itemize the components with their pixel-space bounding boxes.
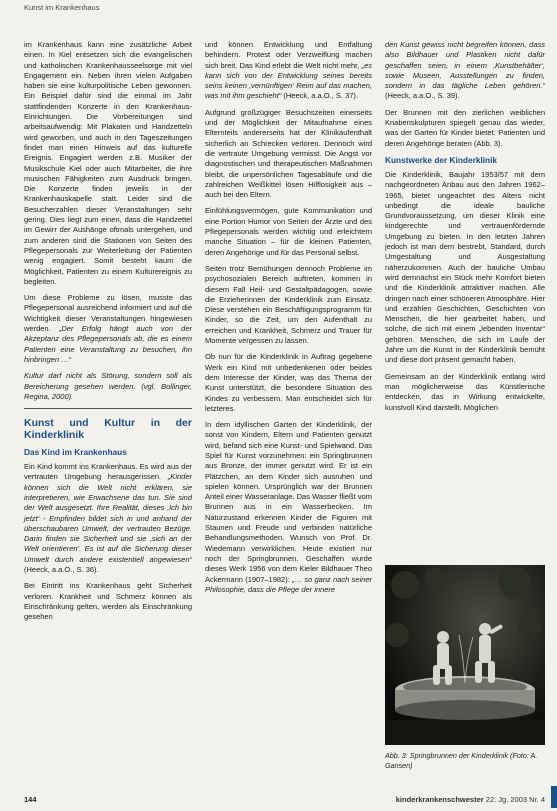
fountain-photo-icon <box>385 565 545 745</box>
quote: „Der Erfolg hängt auch von der Akzeptanz des Pflegepersonals ab, die es einem Patienten eine Veranstaltung zu besuchen, ihn hinbringen …“ <box>24 324 192 364</box>
page-footer <box>24 795 545 807</box>
paragraph-text: In dem idyllischen Garten der Kinderklinik, der sonst von Kindern, Eltern und Patienten genutzt wird, befand sich eine Kunst- und Spielwand. Das Spiel für Kunst vorzunehmen: ein Springbrunnen aus Bronze, der immer genutzt wird. Er ist ein Plätzchen, an dem Kinder sich ausruhen und spielen können. Ursprünglich war der Brunnen Anteil einer Wasseranlage. Das Wasser fließt vom Brunnen aus in ein Wasserbecken. Im Naturzustand erkennen Kinder die Figuren mit Staunen und Freude und verbinden natürliche Behandlungsmethoden. Wunsch von Prof. Dr. Wiedemann verwirklichen. Heute existiert nur noch der Springbrunnen. Geschaffen wurde dieses Werk 1956 von dem Kieler Bildhauer Theo Ackermann (1907–1982): <box>205 420 372 584</box>
page-edge-tab <box>551 786 557 808</box>
paragraph: Aufgrund großzügiger Besuchszeiten einerseits und der Möglichkeit der Mitaufnahme eines Elternteils andererseits hat der Klinikaufenthalt sicherlich an Schrecken verloren. Dennoch wird die vertraute Umgebung vermisst. Die Angst vor diagnostischen und therapeutischen Maßnahmen bleibt, die unpersönlichen Tagesabläufe und die zahlreichen Weißkittel lösen Hilflosigkeit aus – auch bei den Eltern. <box>205 107 372 200</box>
paragraph: Gemeinsam an der Kinderklinik entlang wird man möglicherweise das Künstlerische entdecken, das in Wirkung entwickelte, kunstvoll Kind darstellt. Möglichen <box>385 371 545 412</box>
column-1 <box>24 40 192 629</box>
paragraph <box>205 420 372 595</box>
paragraph: Seiten trotz Bemühungen dennoch Probleme im psychosozialen Bereich auftreten, kommen in diesem Fall Heil- und Gestaltpädagogen, sowie die Erzieherinnen der Kinderklinik zum Einsatz. Diese verstehen ein Beschäftigungsprogramm für Kinder, so die Zeit, um den Aufenthalt zu erreichen und Krankheit, Schmerz und Trauer für Momente vergessen zu lassen. <box>205 263 372 346</box>
subheading: Das Kind im Krankenhaus <box>24 447 127 458</box>
quote: „Kinder können sich die Welt nicht erklären, sie interpretieren, wie Erwachsene das tun. Sie sind der Welt ausgesetzt. Ihre Realität, dieses ‚Ich bin jetzt‘ - Empfinden bildet sich in und anhand der überschaubaren Umwelt, der vertrauten Bezüge. Darin finden sie Sicherheit und sie ‚sich an der Welt orientieren‘. Es ist auf die Sicherung dieser Umwelt durch andere existentiell angewiesen“ <box>24 472 192 564</box>
column-3 <box>385 40 545 419</box>
magazine-info <box>396 795 545 804</box>
divider <box>24 408 192 409</box>
paragraph <box>24 462 192 575</box>
subheading: Kunstwerke der Kinderklinik <box>385 154 498 165</box>
quote: den Kunst gewiss nicht begreifen können, dass also Bildhauer und Plastiken nicht dafür geschaffen seien, in einem ‚Kunstbehälter‘, sowie Museen, Ausstellungen zu finden, sondern in das tägliche Leben gehören.“ <box>385 40 545 91</box>
paragraph: Bei Eintritt ins Krankenhaus geht Sicherheit verloren. Krankheit und Schmerz können als Einschränkung gelten, werden als Einschränkung gesehen <box>24 581 192 622</box>
paragraph: Der Brunnen mit den zierlichen weiblichen Knabenskulpturen spiegelt genau das wieder, was der Garten für Kinder bietet: Patienten und deren Angehörige beraten (Abb. 3). <box>385 107 545 148</box>
running-head: Kunst im Krankenhaus <box>24 3 100 12</box>
column-2 <box>205 40 372 601</box>
paragraph: Kultur darf nicht als Störung, sondern soll als Bereicherung gesehen werden. (vgl. Bollinger, Regina, 2000). <box>24 371 192 401</box>
quote: „… so ganz nach seiner Philosophie, dass die Pflege der innere <box>205 574 372 594</box>
paragraph: Die Kinderklinik, Baujahr 1953/57 mit dem nachgeordneten Anbau aus den Jahren 1962–1965, bietet ungeachtet des Alters nicht unbedingt die ideale bauliche Grundvoraussetzung, um dieser Klinik eine kindgerechte und vertrauenfördernde Umgebung zu bieten. In den letzten Jahren jedoch ist man dem bestrebt, Standard, durch Umgestaltung und Ausgestaltung näherzukommen. Auch der bauliche Umbau wird demnächst ein Stück mehr Komfort bieten und die Kinderklinik attraktiver machen. Alle dringen nach einer schöneren Atmosphäre. Hier und erzählen Geschichten, Geschichten von Menschen, die hier gearbeitet haben, und solche, die sich mit einem „lebenden Inventar“ gehören. Menschen, die sich im Laufe der Jahre um die Kunst in der Kinderklinik bemüht und diese dort präsent gemacht haben. <box>385 169 545 365</box>
citation: (Heeck, a.a.O., S. 39). <box>385 91 460 101</box>
paragraph-text: und können Entwicklung und Entfaltung behindern. Protest oder Verzweiflung machen sich breit. Das Kind erlebt die Welt nicht mehr, <box>205 40 372 70</box>
citation: (Heeck, a.a.O., S. 37). <box>283 91 358 101</box>
paragraph: im Krankenhaus kann eine zusätzliche Arbeit einen. In Kiel entsetzen sich die evangelischen und katholischen Krankenhausseelsorge mit viel Engagement ein. Neben ihren vielen Aufgaben haben sie eine kulturpolitische Leben gewonnen. Ein Beispiel dafür sind die einmal im Jahr stattfindenden Konzerte in den Krankenhaus-Einrichtungen. Die Vorbereitungen sind arbeitsaufwendig: Mit Plakaten und Handzetteln wird geworben, und auch in den Tageszeitungen findet man einen Hinweis auf das kulturelle Ereignis. Engagiert werden z.B. Musiker der Musikschule Kiel oder auch Mitarbeiter, die ihre musischen Fähigkeiten zum Ausdruck bringen. Die Konzerte finden jeweils in der Krankenhauskapelle statt. Leider sind die Besucherzahlen dieser Veranstaltungen sehr gering. Dies liegt zum einen, dass die Handzettel im Gewirr der Aushänge oftmals untergehen, und zum anderen sind die Stationen von Seiten des Pflegepersonals zur Weiterleitung der Patienten wenig engagiert. Somit besteht kaum die Möglichkeit, Patienten zu einem Kulturereignis zu begleiten. <box>24 40 192 286</box>
figure-caption: Abb. 3: Springbrunnen der Kinderklinik (Foto: A. Gansen) <box>385 751 538 770</box>
section-heading: Kunst und Kultur in der Kinderklinik <box>24 417 192 442</box>
paragraph <box>24 293 192 365</box>
fountain-photo <box>385 565 545 745</box>
paragraph <box>385 40 545 102</box>
paragraph <box>205 40 372 102</box>
citation: (Heeck, a.a.O., S. 36). <box>24 565 99 575</box>
quote: „es kann sich von der Entwicklung seines bereits seins keinen ‚vernünftigen‘ Reim auf das machen, was mit ihm geschieht“ <box>205 60 373 101</box>
paragraph-text: Ein Kind kommt ins Krankenhaus. Es wird aus der vertrauten Umgebung herausgerissen. <box>24 462 192 482</box>
paragraph-text: Um diese Probleme zu lösen, musste das Pflegepersonal ausreichend informiert und auf die Wichtigkeit dieser Veranstaltungen hingewiesen werden. <box>24 293 192 334</box>
page-number: 144 <box>24 795 37 804</box>
issue-info: 22. Jg. 2003 Nr. 4 <box>483 795 545 804</box>
paragraph: Einfühlungsvermögen, gute Kommunikation und eine Portion Humor von Seiten der Ärzte und des Pflegepersonals werden wichtig und erleichtern manche Situation – für die kleinen Patienten, deren Angehörige und für das Personal selbst. <box>205 206 372 257</box>
magazine-title: kinderkrankenschwester <box>395 795 484 804</box>
paragraph: Ob nun für die Kinderklinik in Auftrag gegebene Werk ein Kind mit unbedenkenen oder beides dem Interesse der Kinder, was das Thema der Kunst unterstützt, die besondere Situation des Kindes zu verbessern. Man entscheidet sich für letzteres. <box>205 352 372 413</box>
